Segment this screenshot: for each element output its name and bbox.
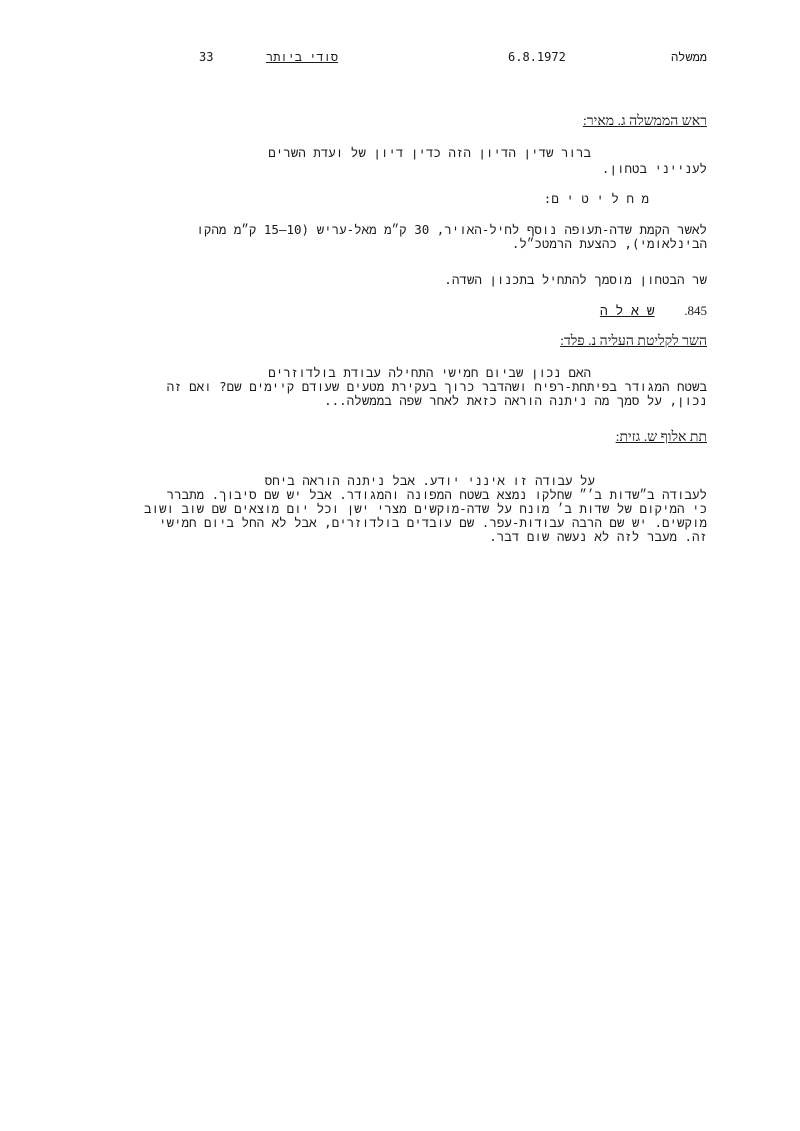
paragraph-line: שר הבטחון מוסמך להתחיל בתכנון השדה. (444, 272, 707, 287)
header-government: ממשלה (670, 50, 707, 64)
agenda-item (600, 303, 707, 319)
paragraph-line: לאשר הקמת שדה-תעופה נוסף לחיל-האויר, 30 ק״מ מאל-עריש (10–15 ק״מ מהקו (196, 222, 707, 237)
paragraph-line: כי המיקום של שדות ב׳ מונח על שדה-מוקשים מצרי ישן וכל יום מוצאים שם שוב ושוב (144, 501, 707, 516)
header-date: 6.8.1972 (508, 50, 566, 64)
item-number: 845. (684, 303, 707, 318)
item-title: ש א ל ה (599, 304, 655, 319)
paragraph-pm-statement (127, 146, 707, 176)
paragraph-answer (127, 474, 707, 544)
paragraph-line: בשטח המגודר בפיתחת-רפיח ושהדבר כרוך בעקירת מטעים שעודם קיימים שם? ואם זה (166, 379, 707, 394)
paragraph-line: נכון, על סמך מה ניתנה הוראה כזאת לאחר שפה בממשלה... (324, 393, 707, 408)
paragraph-line: זה. מעבר לזה לא נעשה שום דבר. (489, 529, 707, 544)
paragraph-decision-1 (127, 223, 707, 251)
paragraph-decision-2 (127, 273, 707, 287)
paragraph-line: האם נכון שביום חמישי התחילה עבודת בולדוזרים (268, 365, 591, 380)
paragraph-line: על עבודה זו אינני יודע. אבל ניתנה הוראה ביחס (264, 473, 595, 488)
decisions-label-text: מ ח ל י ט י ם: (543, 191, 649, 206)
paragraph-line: הבינלאומי), כהצעת הרמטכ״ל. (511, 236, 707, 251)
header-page-number: 33 (199, 50, 214, 64)
speaker-brigadier-gazit: תת אלוף ש. גזית: (615, 430, 707, 445)
header-classification: סודי ביותר (266, 50, 339, 64)
paragraph-line: לעבודה ב״שדות ב׳״ שחלקו נמצא בשטח המפונה והמגודר. אבל יש שם סיבוך. מתברר (166, 487, 707, 502)
paragraph-line: מוקשים. יש שם הרבה עבודות-עפר. שם עובדים בולדוזרים, אבל לא החל ביום חמישי (159, 515, 707, 530)
paragraph-line: ברור שדין הדיון הזה כדין דיון של ועדת השרים (268, 145, 591, 160)
speaker-prime-minister: ראש הממשלה ג. מאיר: (582, 114, 707, 129)
paragraph-question (127, 366, 707, 408)
decisions-label (69, 192, 649, 206)
speaker-absorption-minister: השר לקליטת העליה נ. פלד: (560, 334, 707, 349)
paragraph-line: לענייני בטחון. (601, 161, 707, 176)
